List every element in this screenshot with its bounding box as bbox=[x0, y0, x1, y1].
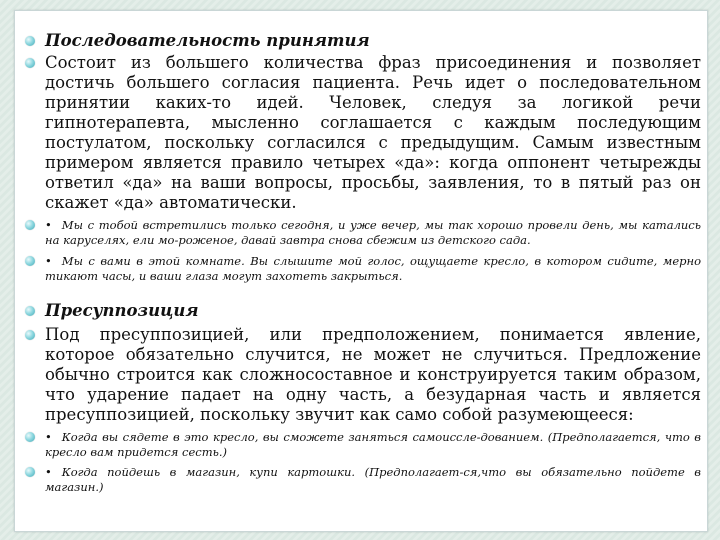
example-marker: • bbox=[45, 254, 52, 268]
example-text: Мы с вами в этой комнате. Вы слышите мой голос, ощущаете кресло, в котором сидите, мерно тикают часы, и ваши глаза могут захотеть закрыться. bbox=[45, 254, 701, 283]
paragraph-text: Состоит из большего количества фраз присоединения и позволяет достичь большего согласия пациента. Речь идет о последовательном принятии каких-то идей. Человек, следуя за логикой речи гипнотерапевта, мысленно соглашается с каждым последующим постулатом, поскольку согласился с предыдущим. Самым известным примером является правило четырех «да»: когда оппонент четырежды ответил «да» на ваши вопросы, просьбы, заявления, то в пятый раз он скажет «да» автоматически. bbox=[45, 53, 701, 212]
example-item bbox=[19, 430, 703, 460]
heading-text: Последовательность принятия bbox=[45, 31, 370, 50]
example-marker: • bbox=[45, 465, 52, 479]
bullet-icon bbox=[25, 330, 35, 340]
bullet-icon bbox=[25, 256, 35, 266]
section-paragraph bbox=[19, 325, 703, 425]
example-item bbox=[19, 465, 703, 495]
example-marker: • bbox=[45, 218, 52, 232]
example-text: Мы с тобой встретились только сегодня, и уже вечер, мы так хорошо провели день, мы катались на каруселях, ели мо-роженое, давай завтра снова сбежим из детского сада. bbox=[45, 218, 701, 247]
slide bbox=[14, 10, 708, 532]
section-heading bbox=[19, 31, 703, 51]
bullet-icon bbox=[25, 432, 35, 442]
section-paragraph bbox=[19, 53, 703, 213]
bullet-icon bbox=[25, 36, 35, 46]
heading-text: Пресуппозиция bbox=[45, 301, 199, 320]
example-item bbox=[19, 254, 703, 284]
slide-content bbox=[19, 31, 703, 495]
example-item bbox=[19, 218, 703, 248]
example-text: Когда пойдешь в магазин, купи картошки. (Предполагает-ся,что вы обязательно пойдете в магазин.) bbox=[45, 465, 701, 494]
example-marker: • bbox=[45, 430, 52, 444]
section-heading bbox=[19, 301, 703, 321]
bullet-icon bbox=[25, 58, 35, 68]
bullet-icon bbox=[25, 467, 35, 477]
paragraph-text: Под пресуппозицией, или предположением, понимается явление, которое обязательно случится, не может не случиться. Предложение обычно строится как сложносоставное и конструируется таким образом, что ударение падает на одну часть, а безударная часть и является пресуппозицией, поскольку звучит как само собой разумеющееся: bbox=[45, 325, 701, 424]
example-text: Когда вы сядете в это кресло, вы сможете заняться самоиссле-дованием. (Предполагается, что в кресло вам придется сесть.) bbox=[45, 430, 701, 459]
bullet-icon bbox=[25, 220, 35, 230]
bullet-icon bbox=[25, 306, 35, 316]
